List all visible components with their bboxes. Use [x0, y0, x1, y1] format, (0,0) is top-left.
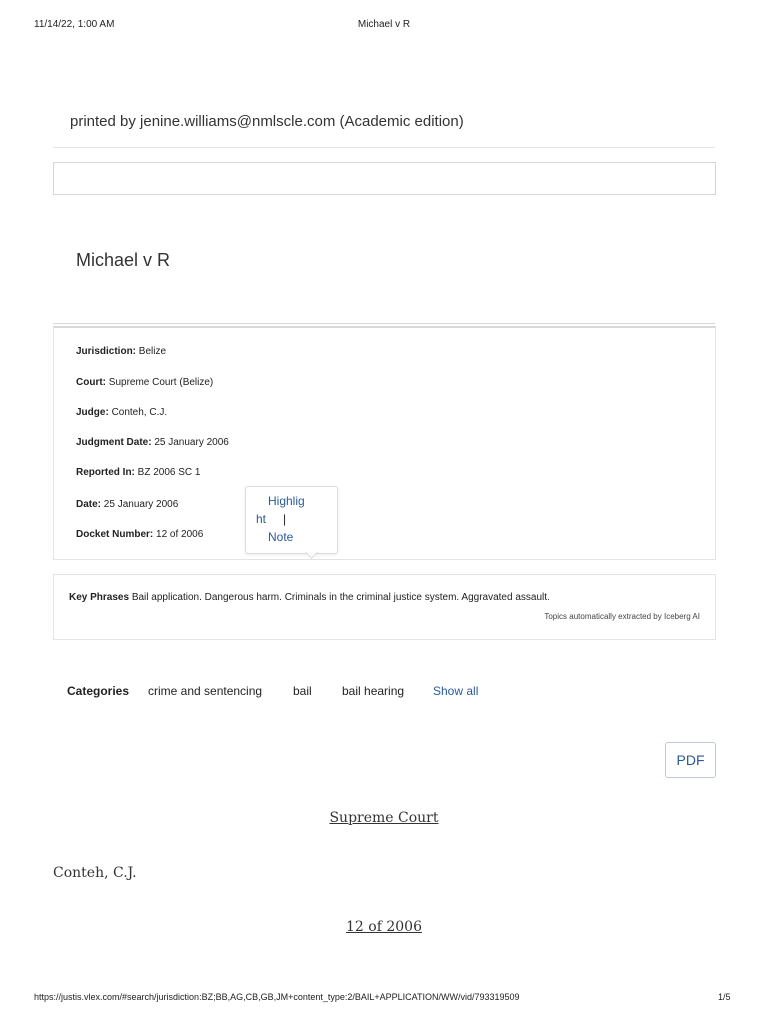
key-phrases-label: Key Phrases	[69, 592, 130, 603]
meta-court	[76, 377, 213, 388]
key-phrases-text: Bail application. Dangerous harm. Criminals in the criminal justice system. Aggravated assault.	[131, 592, 550, 603]
document-title: Michael v R	[76, 250, 171, 270]
key-phrases-attribution: Topics automatically extracted by Iceberg AI	[544, 612, 700, 621]
print-url: https://justis.vlex.com/#search/jurisdiction:BZ;BB,AG,CB,GB,JM+content_type:2/BAIL+APPLICATION/WW/vid/793319509	[34, 992, 520, 1002]
categories-label: Categories	[67, 684, 130, 698]
meta-value: Belize	[138, 346, 167, 357]
pdf-button[interactable]: PDF	[665, 742, 716, 778]
search-bar[interactable]	[53, 162, 716, 195]
category-tag[interactable]: bail hearing	[342, 684, 405, 698]
meta-label: Judge:	[76, 407, 109, 418]
meta-label: Judgment Date:	[76, 437, 152, 448]
meta-judge	[76, 407, 167, 418]
print-page-number: 1/5	[718, 992, 731, 1002]
judge-line: Conteh, C.J.	[53, 865, 137, 881]
meta-label: Jurisdiction:	[76, 346, 137, 357]
category-tag[interactable]: bail	[293, 684, 312, 698]
highlight-button[interactable]: Highlig	[268, 494, 305, 508]
meta-date	[76, 499, 178, 510]
meta-jurisdiction	[76, 346, 166, 357]
key-phrases-panel	[53, 574, 716, 640]
meta-label: Court:	[76, 377, 106, 388]
docket-heading: 12 of 2006	[346, 919, 422, 935]
meta-docket-number	[76, 529, 203, 540]
highlight-button-wrap[interactable]: ht	[256, 512, 267, 526]
meta-value: BZ 2006 SC 1	[137, 467, 201, 478]
meta-value: Conteh, C.J.	[111, 407, 168, 418]
key-phrases	[69, 592, 550, 603]
printed-by-text: printed by jenine.williams@nmlscle.com (Academic edition)	[70, 113, 464, 130]
meta-judgment-date	[76, 437, 229, 448]
meta-value: 12 of 2006	[156, 529, 204, 540]
meta-label: Docket Number:	[76, 529, 154, 540]
meta-value: 25 January 2006	[103, 499, 179, 510]
meta-value: Supreme Court (Belize)	[108, 377, 214, 388]
header-divider	[53, 147, 715, 148]
show-all-link[interactable]: Show all	[433, 684, 479, 698]
meta-label: Date:	[76, 499, 102, 510]
category-tag[interactable]: crime and sentencing	[148, 684, 263, 698]
print-datetime: 11/14/22, 1:00 AM	[34, 19, 115, 30]
note-button[interactable]: Note	[268, 530, 294, 544]
meta-label: Reported In:	[76, 467, 135, 478]
title-divider	[53, 323, 715, 324]
print-page-title: Michael v R	[357, 19, 411, 30]
meta-value: 25 January 2006	[154, 437, 229, 448]
popover-separator: |	[283, 512, 287, 526]
court-heading: Supreme Court	[329, 810, 439, 826]
meta-reported-in	[76, 467, 200, 478]
